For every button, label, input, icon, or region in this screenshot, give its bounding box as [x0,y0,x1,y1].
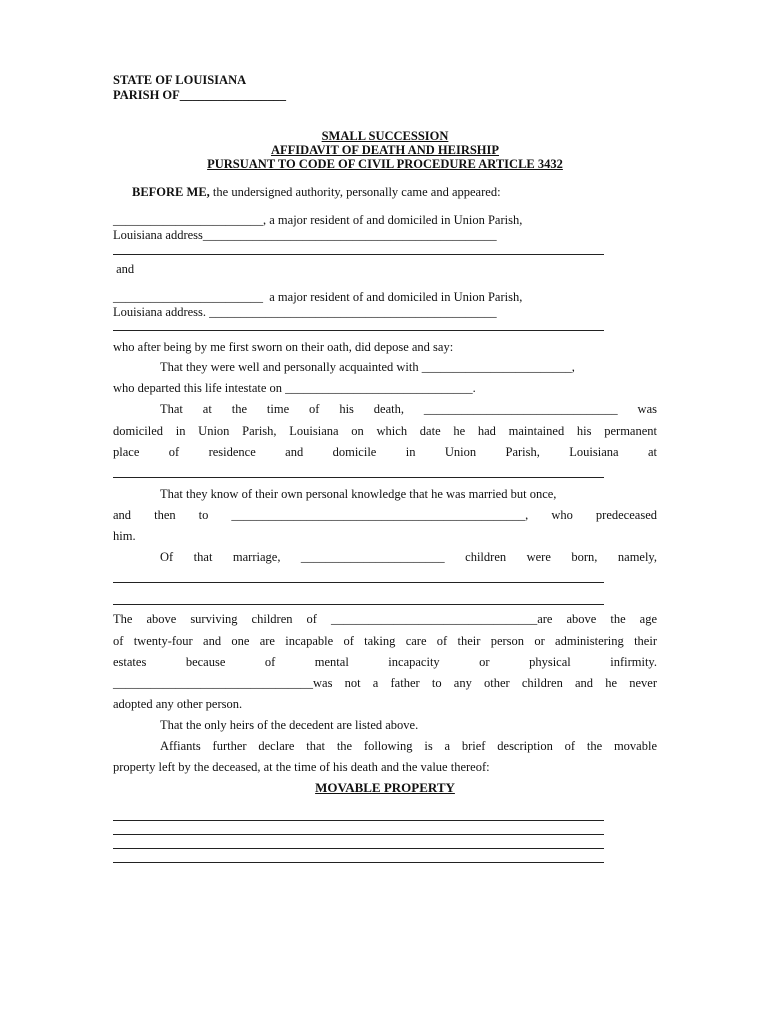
movable-text-1: Affiants further declare that the following is a brief description of the movable [160,739,657,753]
married-text-3: him. [113,529,136,543]
blank-line [113,477,604,478]
movable-property-heading: MOVABLE PROPERTY [315,780,455,795]
title-affidavit: AFFIDAVIT OF DEATH AND HEIRSHIP [270,143,500,157]
blank-line [113,330,604,331]
affiant2-address: Louisiana address. ______________________________________________ [113,305,497,319]
children-text: Of that marriage, _______________________ children were born, namely, [160,550,657,564]
blank-line [113,582,604,583]
blank-line [113,820,604,821]
adopted-text: adopted any other person. [113,697,243,711]
affiant1-address: Louisiana address_______________________________________________ [113,228,497,242]
surviving-text-1: The above surviving children of _________________________________are above the age [113,612,657,626]
movable-text-2: property left by the deceased, at the time of his death and the value thereof: [113,760,490,774]
father-text: ________________________________was not a father to any other children and he never [113,676,657,690]
married-text-2: and then to _______________________________________________, who predeceased [113,508,657,522]
title-small-succession: SMALL SUCCESSION [321,129,449,143]
blank-line [113,834,604,835]
heirs-text: That the only heirs of the decedent are listed above. [160,718,419,732]
intro-rest: the undersigned authority, personally came and appeared: [209,185,501,199]
death-text-1: That at the time of his death, _______________________________ was [160,402,657,416]
intro-paragraph [132,185,501,200]
blank-line [113,862,604,863]
acquainted-text: That they were well and personally acquainted with ________________________, [160,360,575,374]
intro-bold: BEFORE ME, [132,185,210,199]
surviving-text-2: of twenty-four and one are incapable of taking care of their person or administering their [113,634,657,648]
affiant2-line1: ________________________ a major resident of and domiciled in Union Parish, [113,290,523,304]
departed-text: who departed this life intestate on ______________________________. [113,381,476,395]
blank-line [113,848,604,849]
death-text-2: domiciled in Union Parish, Louisiana on which date he had maintained his permanent [113,424,657,438]
death-text-3: place of residence and domicile in Union Parish, Louisiana at [113,445,657,459]
surviving-text-3: estates because of mental incapacity or physical infirmity. [113,655,657,669]
parish-heading: PARISH OF_________________ [113,88,287,102]
blank-line [113,604,604,605]
married-text-1: That they know of their own personal knowledge that he was married but once, [160,487,557,501]
title-article: PURSUANT TO CODE OF CIVIL PROCEDURE ARTICLE 3432 [207,157,563,171]
state-heading: STATE OF LOUISIANA [113,73,247,87]
sworn-text: who after being by me first sworn on their oath, did depose and say: [113,340,454,354]
affiant1-line1: ________________________, a major resident of and domiciled in Union Parish, [113,213,523,227]
and-text: and [113,262,135,276]
blank-line [113,254,604,255]
